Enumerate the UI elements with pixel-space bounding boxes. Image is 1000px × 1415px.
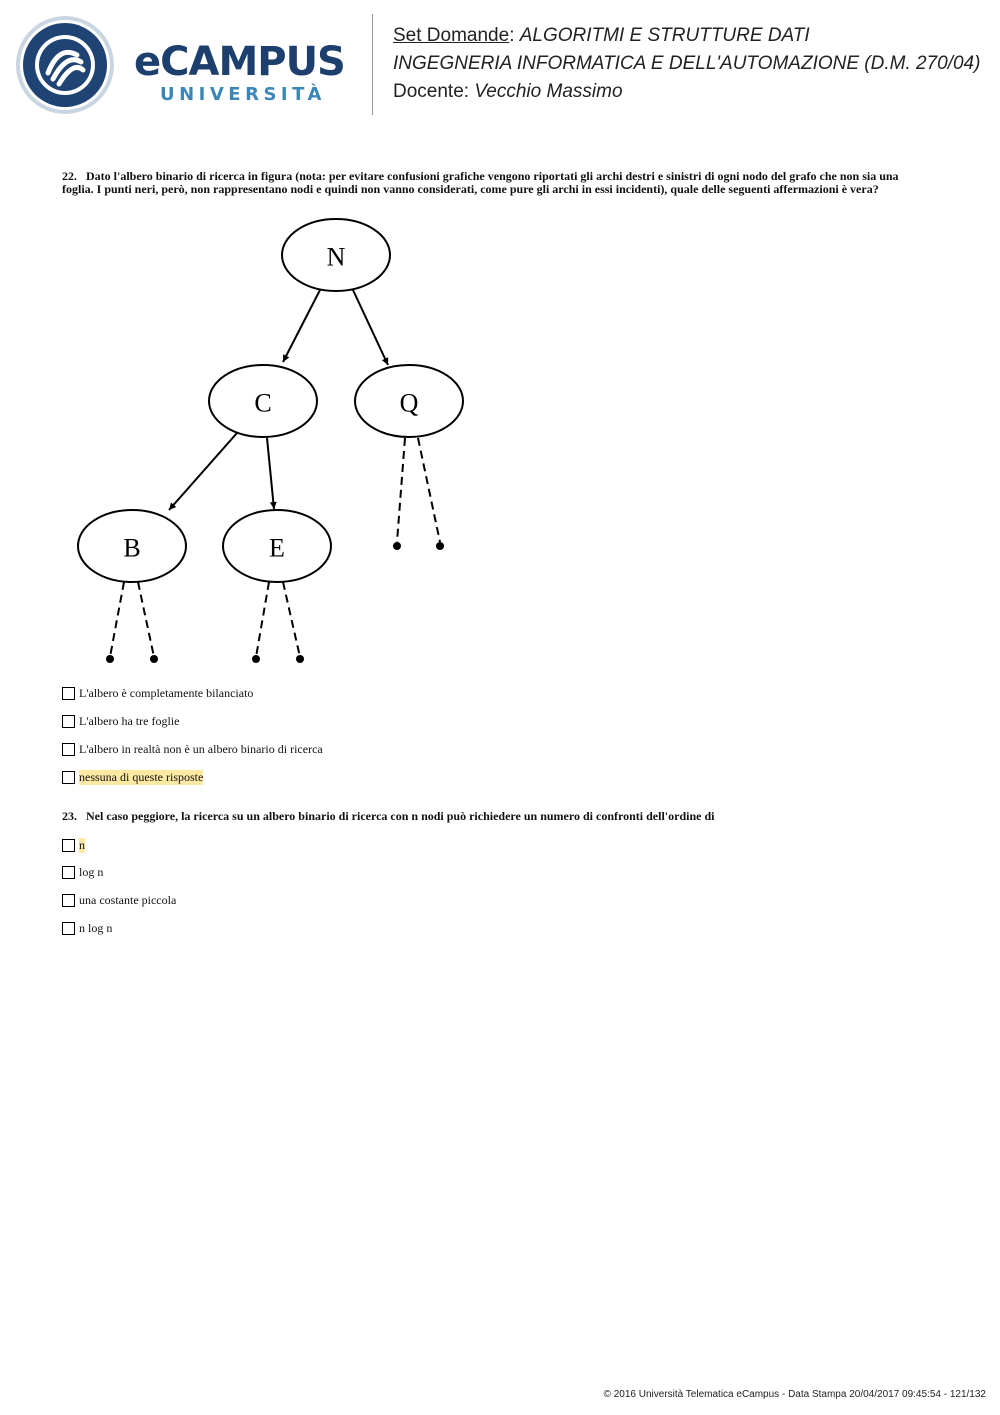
brand-wordmark xyxy=(134,40,356,106)
edge-c-e xyxy=(267,438,274,509)
question-23 xyxy=(62,810,930,823)
degree-title: INGEGNERIA INFORMATICA E DELL'AUTOMAZIONE (D.M. 270/04) xyxy=(393,53,981,74)
answer-text: n log n xyxy=(79,920,113,935)
null-edge-b-left xyxy=(110,582,124,657)
edge-c-b xyxy=(169,433,237,510)
answer-option[interactable] xyxy=(62,837,85,853)
null-dot xyxy=(393,542,401,550)
edge-n-q xyxy=(353,290,388,365)
answer-text-highlighted: nessuna di queste risposte xyxy=(79,769,204,784)
answer-text: una costante piccola xyxy=(79,892,177,907)
null-edge-e-left xyxy=(256,582,269,657)
document-header xyxy=(393,22,980,106)
answer-text: L'albero ha tre foglie xyxy=(79,713,180,728)
question-text: Dato l'albero binario di ricerca in figura (nota: per evitare confusioni grafiche vengono riportati gli archi destri e sinistri di ogni nodo del grafo che non sia una foglia. I punti neri, però, non rappresentano nodi e quindi non vanno considerati, come pure gli archi in essi incidenti), quale delle seguenti affermazioni è vera? xyxy=(62,169,899,196)
question-number: 23. xyxy=(62,809,77,823)
null-edge-e-right xyxy=(283,582,300,657)
header-degree-line xyxy=(393,50,980,78)
question-22 xyxy=(62,170,930,196)
answer-text-highlighted: n xyxy=(79,837,85,852)
question-text: Nel caso peggiore, la ricerca su un albero binario di ricerca con n nodi può richiedere un numero di confronti dell'ordine di xyxy=(86,809,715,823)
answer-text: log n xyxy=(79,864,104,879)
answer-option[interactable] xyxy=(62,769,203,785)
answer-checkbox[interactable] xyxy=(62,839,75,852)
null-dot xyxy=(106,655,114,663)
ecampus-seal-logo xyxy=(15,15,115,115)
binary-search-tree-figure xyxy=(70,212,470,672)
null-dot xyxy=(150,655,158,663)
edge-n-c xyxy=(283,290,320,362)
null-dot xyxy=(296,655,304,663)
answer-checkbox[interactable] xyxy=(62,715,75,728)
null-edge-q-left xyxy=(397,438,405,542)
answer-checkbox[interactable] xyxy=(62,743,75,756)
tree-node-label: E xyxy=(269,533,285,563)
brand-subtitle: UNIVERSITÀ xyxy=(160,84,326,105)
tree-node-label: Q xyxy=(399,388,419,418)
answer-checkbox[interactable] xyxy=(62,922,75,935)
answer-checkbox[interactable] xyxy=(62,687,75,700)
teacher-label: Docente: xyxy=(393,81,470,102)
null-dot xyxy=(436,542,444,550)
tree-node-label: C xyxy=(254,388,272,418)
null-dot xyxy=(252,655,260,663)
header-course-line: Set Domande: ALGORITMI E STRUTTURE DATI xyxy=(393,25,810,46)
brand-name: eCAMPUS xyxy=(134,39,345,85)
question-number: 22. xyxy=(62,169,77,183)
header-teacher-line xyxy=(393,78,980,106)
answer-option[interactable] xyxy=(62,685,253,701)
answer-option[interactable] xyxy=(62,713,179,729)
tree-node-label: B xyxy=(123,533,141,563)
answer-option[interactable] xyxy=(62,864,103,880)
course-title: ALGORITMI E STRUTTURE DATI xyxy=(519,25,810,46)
null-edge-b-right xyxy=(138,582,154,657)
answer-text: L'albero è completamente bilanciato xyxy=(79,685,254,700)
answer-checkbox[interactable] xyxy=(62,866,75,879)
answer-checkbox[interactable] xyxy=(62,894,75,907)
header-divider xyxy=(372,14,373,115)
page-footer: © 2016 Università Telematica eCampus - Data Stampa 20/04/2017 09:45:54 - 121/132 xyxy=(603,1389,986,1400)
answer-option[interactable] xyxy=(62,920,112,936)
answer-option[interactable] xyxy=(62,892,176,908)
null-edge-q-right xyxy=(418,438,440,542)
tree-node-label: N xyxy=(326,242,346,272)
set-label: Set Domande xyxy=(393,25,510,46)
answer-checkbox[interactable] xyxy=(62,771,75,784)
answer-text: L'albero in realtà non è un albero binario di ricerca xyxy=(79,741,323,756)
teacher-name: Vecchio Massimo xyxy=(474,81,623,102)
answer-option[interactable] xyxy=(62,741,323,757)
